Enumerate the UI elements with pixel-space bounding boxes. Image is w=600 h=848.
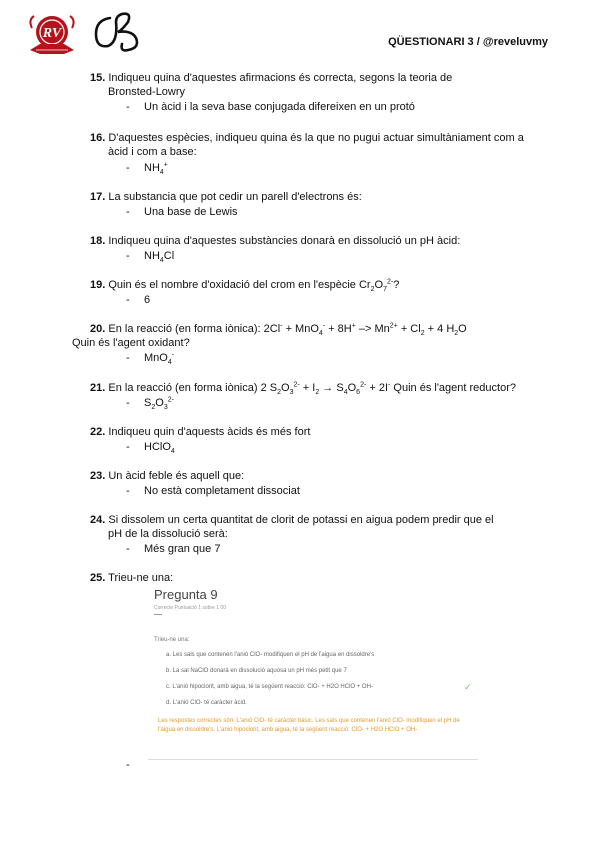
dash: - <box>126 294 130 306</box>
dash: - <box>126 162 130 174</box>
answer-text: Un àcid i la seva base conjugada difereixen en un protó <box>144 101 415 113</box>
question-text: Indiqueu quin d'aquests àcids és més fort <box>108 426 311 438</box>
screenshot-feedback: Les respostes correctes són: L'anió ClO- té caràcter bàsic. Les sals que contenen l'anió ClO- modifiquen el pH de l'aigua en dissoldre's. L'anió hipoclorit, amb aigua, té la següent reacció: ClO- + H2O HClO + OH- <box>158 718 460 733</box>
question-24 <box>90 513 494 527</box>
question-20-cont: Quin és l'agent oxidant? <box>72 337 190 349</box>
answer-text: Més gran que 7 <box>144 543 221 555</box>
answer-21 <box>126 396 174 410</box>
screenshot-option-c: c. L'anió hipoclorit, amb aigua, té la següent reacció: ClO- + H2O HClO + OH- <box>166 684 373 690</box>
question-16-cont: àcid i com a base: <box>108 146 197 158</box>
answer-text: No està completament dissociat <box>144 485 300 497</box>
question-number: 15. <box>90 72 106 84</box>
question-number: 18. <box>90 235 106 247</box>
question-formula: 2 $S_2O_3^{2-} + I_2 \to S_4O_6^{2-} + 2I^-$ <box>260 381 391 397</box>
answer-formula: $S_2O_3^{2-}$ <box>144 396 174 412</box>
header-title: QÜESTIONARI 3 / @reveluvmy <box>388 36 548 48</box>
question-number: 21. <box>90 382 106 394</box>
question-24-cont: pH de la dissolució serà: <box>108 528 228 540</box>
answer-25 <box>126 758 144 772</box>
answer-17 <box>126 205 238 219</box>
answer-19 <box>126 293 150 307</box>
question-text: Si dissolem un certa quantitat de clorit de potassi en aigua podem predir que el <box>108 514 494 526</box>
question-number: 20. <box>90 323 106 335</box>
question-text: Indiqueu quina d'aquestes substàncies donarà en dissolució un pH àcid: <box>108 235 461 247</box>
dash: - <box>126 101 130 113</box>
answer-formula: $NH_4Cl$ <box>144 250 175 265</box>
question-text: Un àcid feble és aquell que: <box>108 470 245 482</box>
answer-18 <box>126 249 174 263</box>
question-15-cont: Bronsted-Lowry <box>108 86 186 98</box>
question-number: 19. <box>90 279 106 291</box>
question-18 <box>90 234 460 248</box>
answer-formula: HClO$_4$ <box>144 441 175 456</box>
revelluv-badge-logo <box>26 12 78 58</box>
answer-24 <box>126 542 220 556</box>
question-text: En la reacció (en forma iònica): <box>108 323 261 335</box>
question-16 <box>90 131 524 145</box>
question-number: 24. <box>90 514 106 526</box>
answer-text: 6 <box>144 294 151 306</box>
screenshot-option-d: d. L'anió ClO- té caràcter àcid. <box>166 700 247 706</box>
question-number: 23. <box>90 470 106 482</box>
dash: - <box>126 543 130 555</box>
screenshot-meta: Correcte Puntuació 1 sobre 1 00 <box>154 605 226 611</box>
question-15 <box>90 71 452 85</box>
question-formula: $Cr_2O_7^{2-}$? <box>358 278 400 294</box>
check-icon: ✓ <box>464 682 472 692</box>
embedded-quiz-screenshot <box>148 585 478 761</box>
question-text: D'aquestes espècies, indiqueu quina és la que no pugui actuar simultàniament com a <box>108 132 524 144</box>
screenshot-prompt: Trieu-ne una: <box>154 637 190 643</box>
badge-text: RV <box>42 26 62 41</box>
question-22 <box>90 425 310 439</box>
dash: - <box>126 441 130 453</box>
question-text: En la reacció (en forma iònica) <box>108 382 258 394</box>
screenshot-option-b: b. La sal NaClO donarà en dissolució aquosa un pH més petit que 7 <box>166 668 347 674</box>
screenshot-question-title: Pregunta 9 <box>154 587 218 602</box>
question-17 <box>90 190 362 204</box>
ae-script-logo <box>92 8 152 56</box>
question-number: 22. <box>90 426 106 438</box>
question-number: 17. <box>90 191 106 203</box>
question-23 <box>90 469 244 483</box>
answer-23 <box>126 484 300 498</box>
answer-formula: MnO$_4$- <box>144 351 175 367</box>
question-19 <box>90 278 399 292</box>
answer-text: Una base de Lewis <box>144 206 238 218</box>
screenshot-option-a: a. Les sals que contenen l'anió ClO- modifiquen el pH de l'aigua en dissoldre's <box>166 652 375 658</box>
question-number: 25. <box>90 572 106 584</box>
question-text: Indiqueu quina d'aquestes afirmacions és correcta, segons la teoria de <box>108 72 453 84</box>
answer-20 <box>126 351 174 365</box>
screenshot-divider <box>154 614 162 615</box>
dash: - <box>126 352 130 364</box>
answer-formula: $NH_4^+$ <box>144 161 168 177</box>
dash: - <box>126 759 130 771</box>
dash: - <box>126 250 130 262</box>
answer-22 <box>126 440 175 454</box>
question-formula: $2Cl^- + MnO_4^- + 8H^+ -> Mn^{2+} + Cl_2 + 4$ $H_2O$ <box>263 322 467 338</box>
dash: - <box>126 397 130 409</box>
question-text: La substancia que pot cedir un parell d'electrons és: <box>108 191 362 203</box>
question-text: Quin és el nombre d'oxidació del crom en l'espècie <box>108 279 356 291</box>
answer-16 <box>126 161 168 175</box>
question-number: 16. <box>90 132 106 144</box>
dash: - <box>126 206 130 218</box>
question-text-after: Quin és l'agent reductor? <box>393 382 516 394</box>
question-text: Trieu-ne una: <box>108 572 174 584</box>
question-20 <box>90 322 467 336</box>
question-21 <box>90 381 516 395</box>
answer-15 <box>126 100 415 114</box>
screenshot-bottom-divider <box>148 759 478 760</box>
dash: - <box>126 485 130 497</box>
question-25 <box>90 571 173 585</box>
